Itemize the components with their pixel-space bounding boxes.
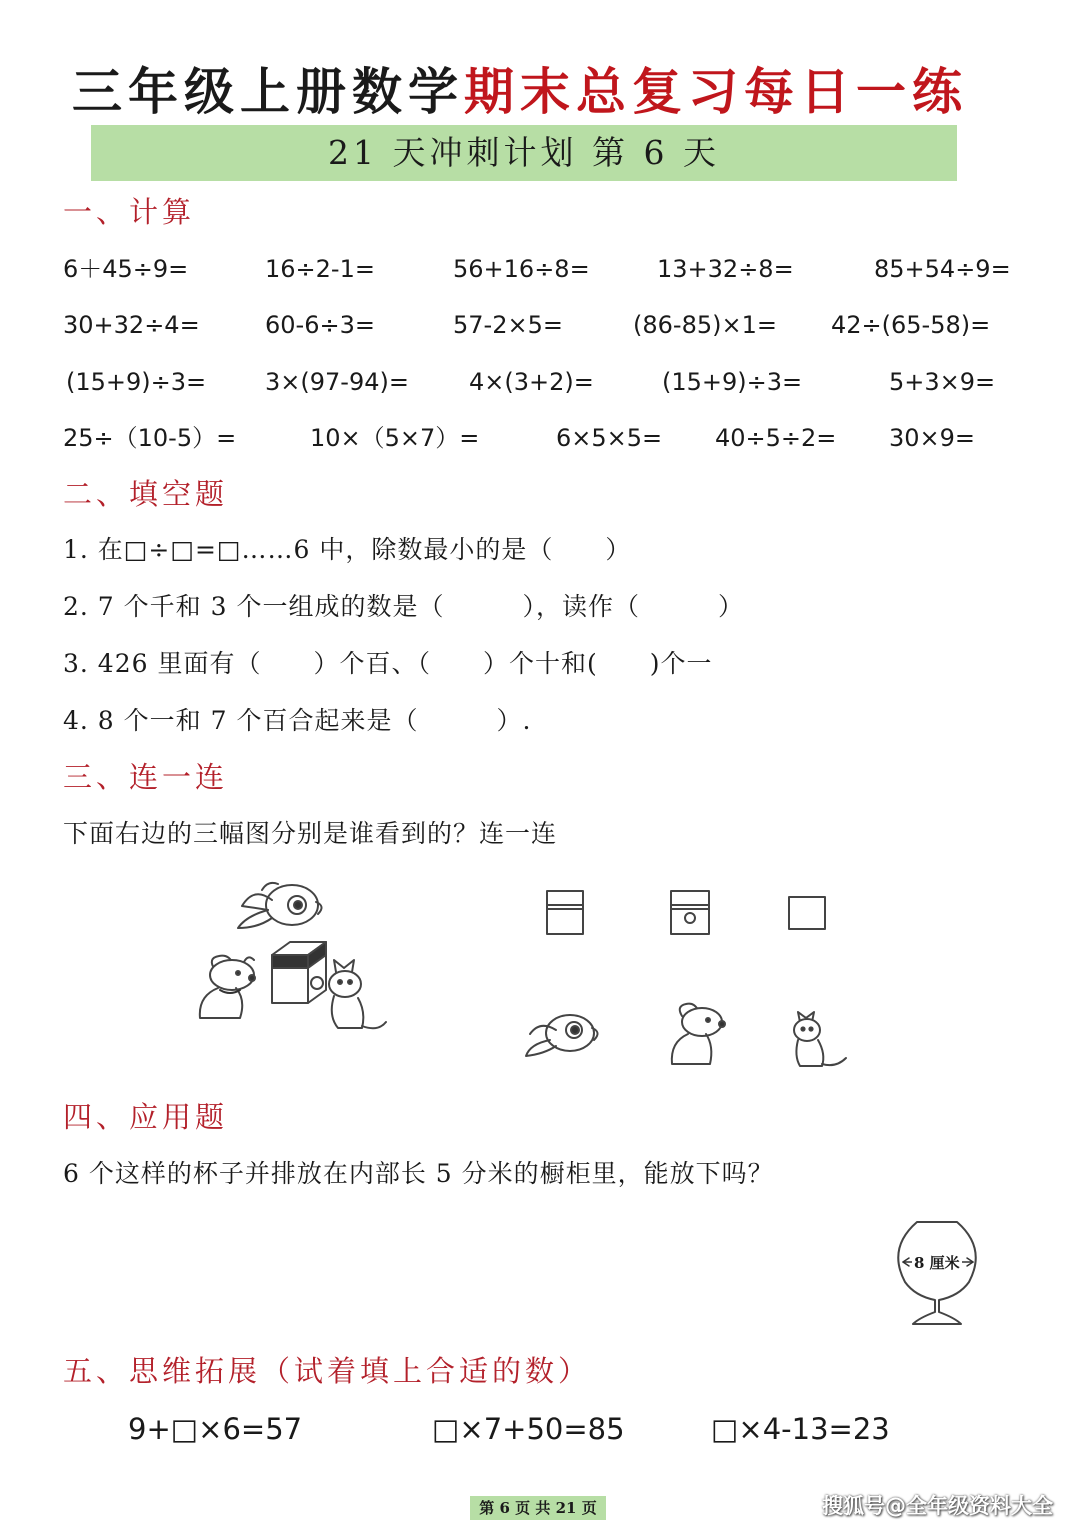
calc-item: 42÷(65-58)= bbox=[831, 311, 991, 339]
watermark: 搜狐号@全年级资料大全 bbox=[822, 1494, 1053, 1518]
calc-item: 57-2×5= bbox=[453, 311, 563, 339]
calc-item: 6＋45÷9= bbox=[63, 255, 189, 283]
calc-item: 56+16÷8= bbox=[453, 255, 590, 283]
calc-item: 4×(3+2)= bbox=[469, 368, 594, 396]
section-fill-heading: 二、填空题 bbox=[63, 477, 229, 511]
calc-item: 40÷5÷2= bbox=[715, 424, 837, 452]
calc-item: (15+9)÷3= bbox=[66, 368, 207, 396]
word-problem-text: 6 个这样的杯子并排放在内部长 5 分米的橱柜里，能放下吗？ bbox=[63, 1159, 774, 1188]
plan-banner: 21 天冲刺计划 第 6 天 bbox=[91, 125, 957, 181]
page-number: 第 6 页 共 21 页 bbox=[470, 1496, 606, 1520]
fill-item: 2. 7 个千和 3 个一组成的数是（ ），读作（ ） bbox=[63, 592, 744, 621]
calc-item: 5+3×9= bbox=[889, 368, 996, 396]
parrot-icon bbox=[238, 883, 322, 928]
calc-item: 10×（5×7）= bbox=[310, 424, 480, 452]
dog-icon bbox=[672, 1004, 725, 1064]
calc-item: (86-85)×1= bbox=[633, 311, 777, 339]
view-1-icon bbox=[547, 891, 583, 934]
cup-label: 8 厘米 bbox=[914, 1254, 960, 1272]
cup-icon bbox=[898, 1222, 976, 1324]
extend-item: 9+□×6=57 bbox=[128, 1412, 303, 1446]
parrot-icon bbox=[526, 1015, 598, 1056]
calc-item: 13+32÷8= bbox=[657, 255, 794, 283]
section-extend-heading: 五、思维拓展（试着填上合适的数） bbox=[63, 1354, 592, 1388]
cat-icon bbox=[329, 960, 386, 1028]
title-main: 三年级上册数学 bbox=[72, 62, 464, 121]
calc-item: 3×(97-94)= bbox=[265, 368, 409, 396]
fill-item: 4. 8 个一和 7 个百合起来是（ ）. bbox=[63, 706, 532, 735]
calc-item: 85+54÷9= bbox=[874, 255, 1011, 283]
title-highlight: 期末总复习每日一练 bbox=[464, 62, 968, 121]
extend-item: □×4-13=23 bbox=[711, 1412, 890, 1446]
section-calc-heading: 一、计算 bbox=[63, 195, 196, 229]
fill-item: 3. 426 里面有（ ）个百、（ ）个十和( )个一 bbox=[63, 649, 713, 678]
section-connect-heading: 三、连一连 bbox=[63, 760, 229, 794]
cat-icon bbox=[794, 1012, 846, 1066]
calc-item: 6×5×5= bbox=[556, 424, 663, 452]
dog-icon bbox=[200, 956, 255, 1018]
connect-question: 下面右边的三幅图分别是谁看到的？连一连 bbox=[63, 819, 558, 848]
calc-item: (15+9)÷3= bbox=[662, 368, 803, 396]
calc-item: 30×9= bbox=[889, 424, 976, 452]
box-icon bbox=[272, 942, 326, 1003]
calc-item: 60-6÷3= bbox=[265, 311, 375, 339]
calc-item: 16÷2-1= bbox=[265, 255, 375, 283]
calc-item: 30+32÷4= bbox=[63, 311, 200, 339]
extend-item: □×7+50=85 bbox=[432, 1412, 625, 1446]
fill-item: 1. 在□÷□=□……6 中，除数最小的是（ ） bbox=[63, 535, 632, 564]
view-3-icon bbox=[789, 897, 825, 929]
view-2-icon bbox=[671, 891, 709, 934]
section-word-heading: 四、应用题 bbox=[63, 1100, 229, 1134]
calc-item: 25÷（10-5）= bbox=[63, 424, 237, 452]
